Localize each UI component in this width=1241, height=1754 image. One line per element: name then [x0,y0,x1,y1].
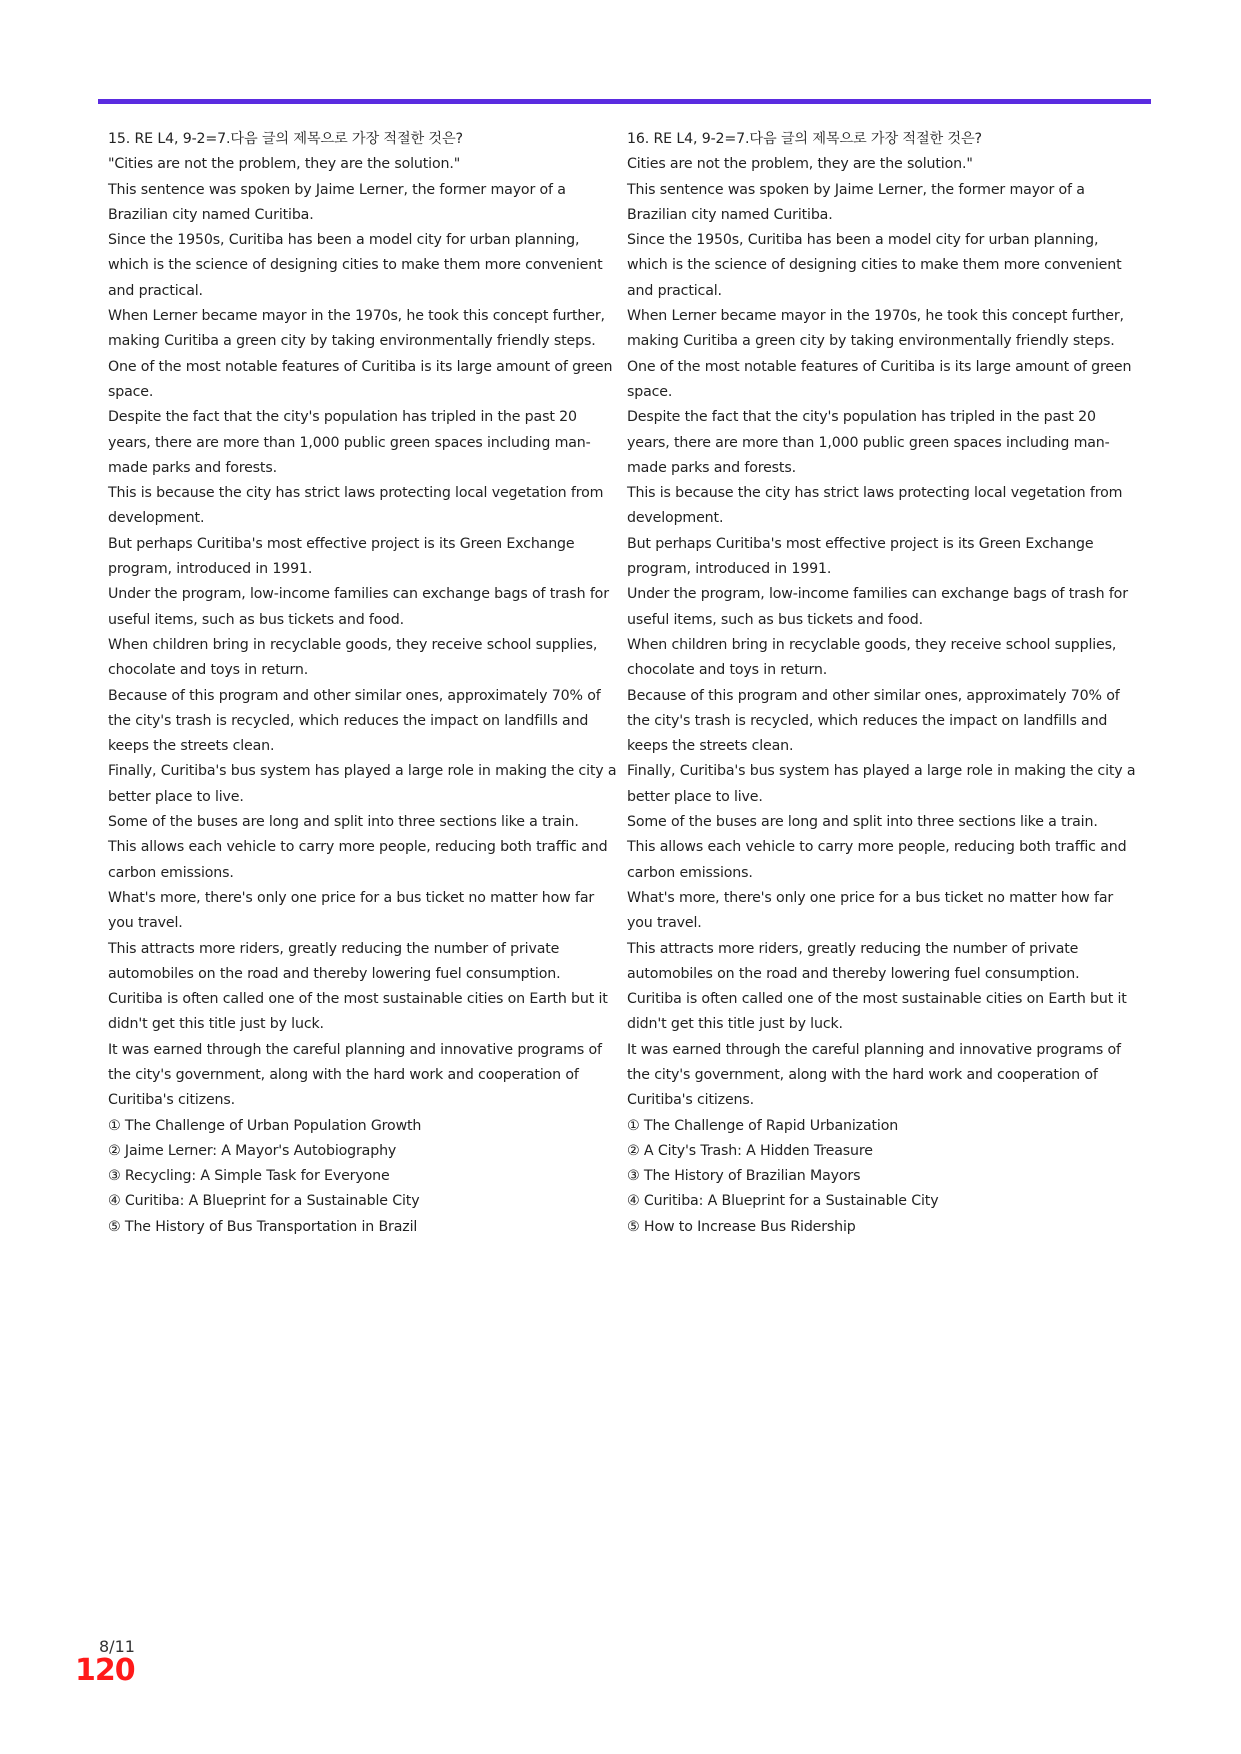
answer-option-3: ③ The History of Brazilian Mayors [627,1168,861,1185]
passage-sentence: But perhaps Curitiba's most effective project is its Green Exchange program, introduced in 1991. [627,535,1094,578]
passage-sentence: When Lerner became mayor in the 1970s, he took this concept further, making Curitiba a green city by taking environmentally friendly steps. [108,308,605,350]
answer-option-5: ⑤ How to Increase Bus Ridership [627,1218,856,1235]
passage-sentence: Cities are not the problem, they are the solution." [627,156,973,173]
passage-sentence: One of the most notable features of Curitiba is its large amount of green space. [627,358,1132,400]
passage-sentence: This allows each vehicle to carry more people, reducing both traffic and carbon emissions. [627,839,1127,881]
passage-sentence: This attracts more riders, greatly reducing the number of private automobiles on the road and thereby lowering fuel consumption. [108,940,561,982]
answer-option-2: ② Jaime Lerner: A Mayor's Autobiography [108,1142,397,1159]
passage-sentence: Curitiba is often called one of the most sustainable cities on Earth but it didn't get this title just by luck. [108,991,608,1033]
answer-option-3: ③ Recycling: A Simple Task for Everyone [108,1168,390,1185]
passage-sentence: Finally, Curitiba's bus system has played a large role in making the city a better place to live. [627,763,1136,805]
passage-sentence: When children bring in recyclable goods, they receive school supplies, chocolate and toys in return. [627,636,1117,679]
answer-option-5: ⑤ The History of Bus Transportation in Brazil [108,1218,418,1235]
passage-sentence: This allows each vehicle to carry more people, reducing both traffic and carbon emissions. [108,839,608,881]
answer-option-1: ① The Challenge of Rapid Urbanization [627,1117,899,1134]
passage-sentence: Curitiba is often called one of the most sustainable cities on Earth but it didn't get this title just by luck. [627,991,1127,1033]
passage-sentence: It was earned through the careful planning and innovative programs of the city's government, along with the hard work and cooperation of Curitiba's citizens. [627,1041,1121,1109]
question-header: 16. RE L4, 9-2=7.다음 글의 제목으로 가장 적절한 것은? [627,131,982,147]
passage-sentence: When Lerner became mayor in the 1970s, he took this concept further, making Curitiba a green city by taking environmentally friendly steps. [627,308,1124,350]
passage-sentence: Some of the buses are long and split into three sections like a train. [108,814,579,831]
passage-sentence: It was earned through the careful planning and innovative programs of the city's government, along with the hard work and cooperation of Curitiba's citizens. [108,1041,602,1109]
passage-sentence: Since the 1950s, Curitiba has been a model city for urban planning, which is the science of designing cities to make them more convenient and practical. [627,232,1122,299]
answer-option-2: ② A City's Trash: A Hidden Treasure [627,1142,873,1159]
passage-sentence: Despite the fact that the city's population has tripled in the past 20 years, there are more than 1,000 public green spaces including man-made parks and forests. [627,409,1110,476]
answer-option-1: ① The Challenge of Urban Population Growth [108,1117,422,1134]
question-16 [627,127,1137,1240]
passage-sentence: Since the 1950s, Curitiba has been a model city for urban planning, which is the science of designing cities to make them more convenient and practical. [108,232,603,299]
question-header: 15. RE L4, 9-2=7.다음 글의 제목으로 가장 적절한 것은? [108,131,463,147]
passage-sentence: This attracts more riders, greatly reducing the number of private automobiles on the road and thereby lowering fuel consumption. [627,940,1080,982]
passage-sentence: What's more, there's only one price for a bus ticket no matter how far you travel. [627,889,1114,932]
passage-sentence: Despite the fact that the city's population has tripled in the past 20 years, there are more than 1,000 public green spaces including man-made parks and forests. [108,409,591,476]
passage-sentence: "Cities are not the problem, they are the solution." [108,156,461,173]
passage-sentence: This sentence was spoken by Jaime Lerner, the former mayor of a Brazilian city named Curitiba. [108,181,566,223]
passage-sentence: Some of the buses are long and split into three sections like a train. [627,814,1098,831]
passage-sentence: Under the program, low-income families can exchange bags of trash for useful items, such as bus tickets and food. [108,586,609,628]
passage-sentence: Because of this program and other similar ones, approximately 70% of the city's trash is recycled, which reduces the impact on landfills and keeps the streets clean. [627,687,1120,755]
passage-sentence: Because of this program and other similar ones, approximately 70% of the city's trash is recycled, which reduces the impact on landfills and keeps the streets clean. [108,687,601,755]
page-indicator: 8/11 [99,1637,135,1656]
answer-option-4: ④ Curitiba: A Blueprint for a Sustainable City [108,1193,420,1210]
passage-sentence: This is because the city has strict laws protecting local vegetation from development. [108,485,604,527]
passage-sentence: When children bring in recyclable goods, they receive school supplies, chocolate and toys in return. [108,636,598,679]
passage-sentence: Finally, Curitiba's bus system has played a large role in making the city a better place to live. [108,763,617,805]
passage-sentence: Under the program, low-income families can exchange bags of trash for useful items, such as bus tickets and food. [627,586,1128,628]
passage-sentence: This is because the city has strict laws protecting local vegetation from development. [627,485,1123,527]
page-number: 120 [75,1653,135,1688]
answer-option-4: ④ Curitiba: A Blueprint for a Sustainable City [627,1193,939,1210]
passage-sentence: One of the most notable features of Curitiba is its large amount of green space. [108,358,613,400]
passage-sentence: What's more, there's only one price for a bus ticket no matter how far you travel. [108,889,595,932]
passage-sentence: This sentence was spoken by Jaime Lerner, the former mayor of a Brazilian city named Curitiba. [627,181,1085,223]
header-divider [98,99,1151,104]
question-15 [108,127,618,1240]
passage-sentence: But perhaps Curitiba's most effective project is its Green Exchange program, introduced in 1991. [108,535,575,578]
